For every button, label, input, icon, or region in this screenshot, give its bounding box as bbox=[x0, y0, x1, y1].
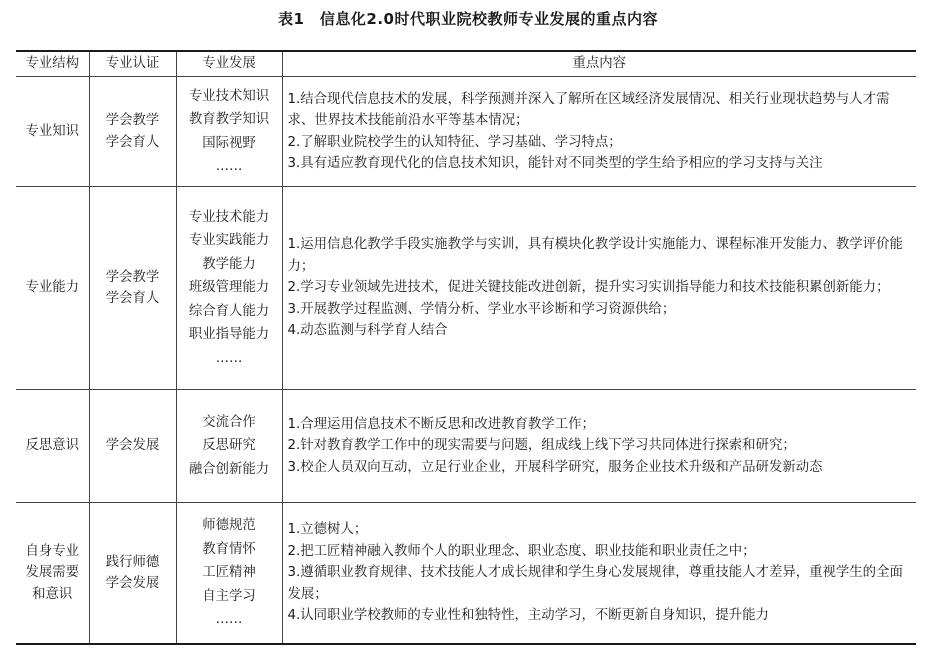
cell-text: 国际视野 bbox=[202, 135, 256, 151]
cell-text: 反思意识 bbox=[25, 438, 80, 454]
cell-text: 自主学习 bbox=[202, 588, 256, 604]
cell-text: 专业技术能力 bbox=[188, 209, 270, 225]
content-item: 2.把工匠精神融入教师个人的职业理念、职业态度、职业技能和职业责任之中； bbox=[287, 543, 756, 559]
cell-text: 综合育人能力 bbox=[188, 303, 270, 319]
cell-text: 学会育人 bbox=[105, 291, 160, 306]
content-item: 2.针对教育教学工作中的现实需要与问题，组成线上线下学习共同体进行探索和研究； bbox=[287, 438, 796, 454]
cell-content bbox=[282, 390, 916, 503]
cell-certification bbox=[89, 503, 176, 645]
cell-text: 专业技术知识 bbox=[188, 88, 270, 104]
cell-text: 职业指导能力 bbox=[188, 327, 270, 343]
cell-content bbox=[282, 503, 916, 645]
cell-content bbox=[282, 187, 916, 390]
content-item: 1.立德树人； bbox=[287, 522, 368, 538]
cell-certification bbox=[89, 390, 176, 503]
cell-text: 践行师德 bbox=[105, 554, 160, 570]
cell-text: 学会育人 bbox=[105, 134, 160, 150]
cell-text: 学会发展 bbox=[105, 438, 160, 454]
cell-text: …… bbox=[215, 612, 243, 628]
cell-text: 专业实践能力 bbox=[188, 233, 270, 249]
table-row bbox=[16, 77, 916, 187]
cell-text: 专业能力 bbox=[25, 280, 80, 296]
cell-development bbox=[176, 390, 282, 503]
content-item: 3.校企人员双向互动，立足行业企业，开展科学研究，服务企业技术升级和产品研发新动态 bbox=[287, 459, 823, 475]
cell-text: 学会教学 bbox=[105, 269, 160, 285]
content-item: 3.遵循职业教育规律、技术技能人才成长规律和学生身心发展规律，尊重技能人才差异，重视学生的全面发展； bbox=[287, 565, 903, 602]
cell-text: 交流合作 bbox=[202, 414, 256, 430]
cell-content bbox=[282, 77, 916, 187]
cell-text: 教育教学知识 bbox=[188, 112, 270, 127]
cell-structure bbox=[16, 390, 89, 503]
cell-text: 工匠精神 bbox=[202, 565, 256, 581]
header-certification: 专业认证 bbox=[89, 51, 176, 77]
cell-text: 发展需要 bbox=[25, 565, 80, 581]
content-item: 1.合理运用信息技术不断反思和改进教育教学工作； bbox=[287, 416, 595, 432]
cell-text: 反思研究 bbox=[202, 438, 256, 454]
table-row bbox=[16, 503, 916, 645]
header-structure: 专业结构 bbox=[16, 51, 89, 77]
cell-text: 自身专业 bbox=[25, 543, 80, 559]
content-item: 4.动态监测与科学育人结合 bbox=[287, 323, 448, 339]
header-row bbox=[16, 51, 916, 77]
cell-development bbox=[176, 503, 282, 645]
cell-structure bbox=[16, 77, 89, 187]
content-item: 4.认同职业学校教师的专业性和独特性，主动学习，不断更新自身知识，提升能力 bbox=[287, 608, 769, 624]
content-item: 1.运用信息化教学手段实施教学与实训，具有模块化教学设计实施能力、课程标准开发能力、教学评价能力； bbox=[287, 237, 903, 274]
table-row bbox=[16, 390, 916, 503]
cell-text: 学会发展 bbox=[105, 576, 160, 591]
cell-text: 教育情怀 bbox=[202, 541, 256, 557]
cell-structure bbox=[16, 187, 89, 390]
header-content: 重点内容 bbox=[282, 51, 916, 77]
cell-text: 专业知识 bbox=[25, 123, 80, 139]
cell-certification bbox=[89, 187, 176, 390]
content-item: 3.具有适应教育现代化的信息技术知识，能针对不同类型的学生给予相应的学习支持与关注 bbox=[287, 156, 823, 171]
cell-text: 班级管理能力 bbox=[188, 280, 270, 296]
cell-structure bbox=[16, 503, 89, 645]
cell-text: …… bbox=[215, 159, 243, 174]
content-item: 3.开展教学过程监测、学情分析、学业水平诊断和学习资源供给； bbox=[287, 301, 676, 317]
cell-text: 融合创新能力 bbox=[188, 461, 270, 477]
cell-development bbox=[176, 77, 282, 187]
content-item: 2.了解职业院校学生的认知特征、学习基础、学习特点； bbox=[287, 134, 622, 150]
header-development: 专业发展 bbox=[176, 51, 282, 77]
cell-text: 教学能力 bbox=[202, 256, 256, 272]
content-table bbox=[16, 50, 916, 645]
cell-text: …… bbox=[215, 350, 243, 366]
content-item: 1.结合现代信息技术的发展，科学预测并深入了解所在区域经济发展情况、相关行业现状趋势与人才需求、世界技术技能前沿水平等基本情况； bbox=[287, 91, 890, 128]
table-row bbox=[16, 187, 916, 390]
content-item: 2.学习专业领域先进技术，促进关键技能改进创新，提升实习实训指导能力和技术技能积累创新能力； bbox=[287, 280, 890, 296]
cell-text: 师德规范 bbox=[202, 518, 256, 534]
table-caption: 表1 信息化2.0时代职业院校教师专业发展的重点内容 bbox=[277, 10, 658, 28]
cell-text: 学会教学 bbox=[105, 113, 160, 128]
cell-text: 和意识 bbox=[32, 586, 73, 602]
cell-development bbox=[176, 187, 282, 390]
cell-certification bbox=[89, 77, 176, 187]
